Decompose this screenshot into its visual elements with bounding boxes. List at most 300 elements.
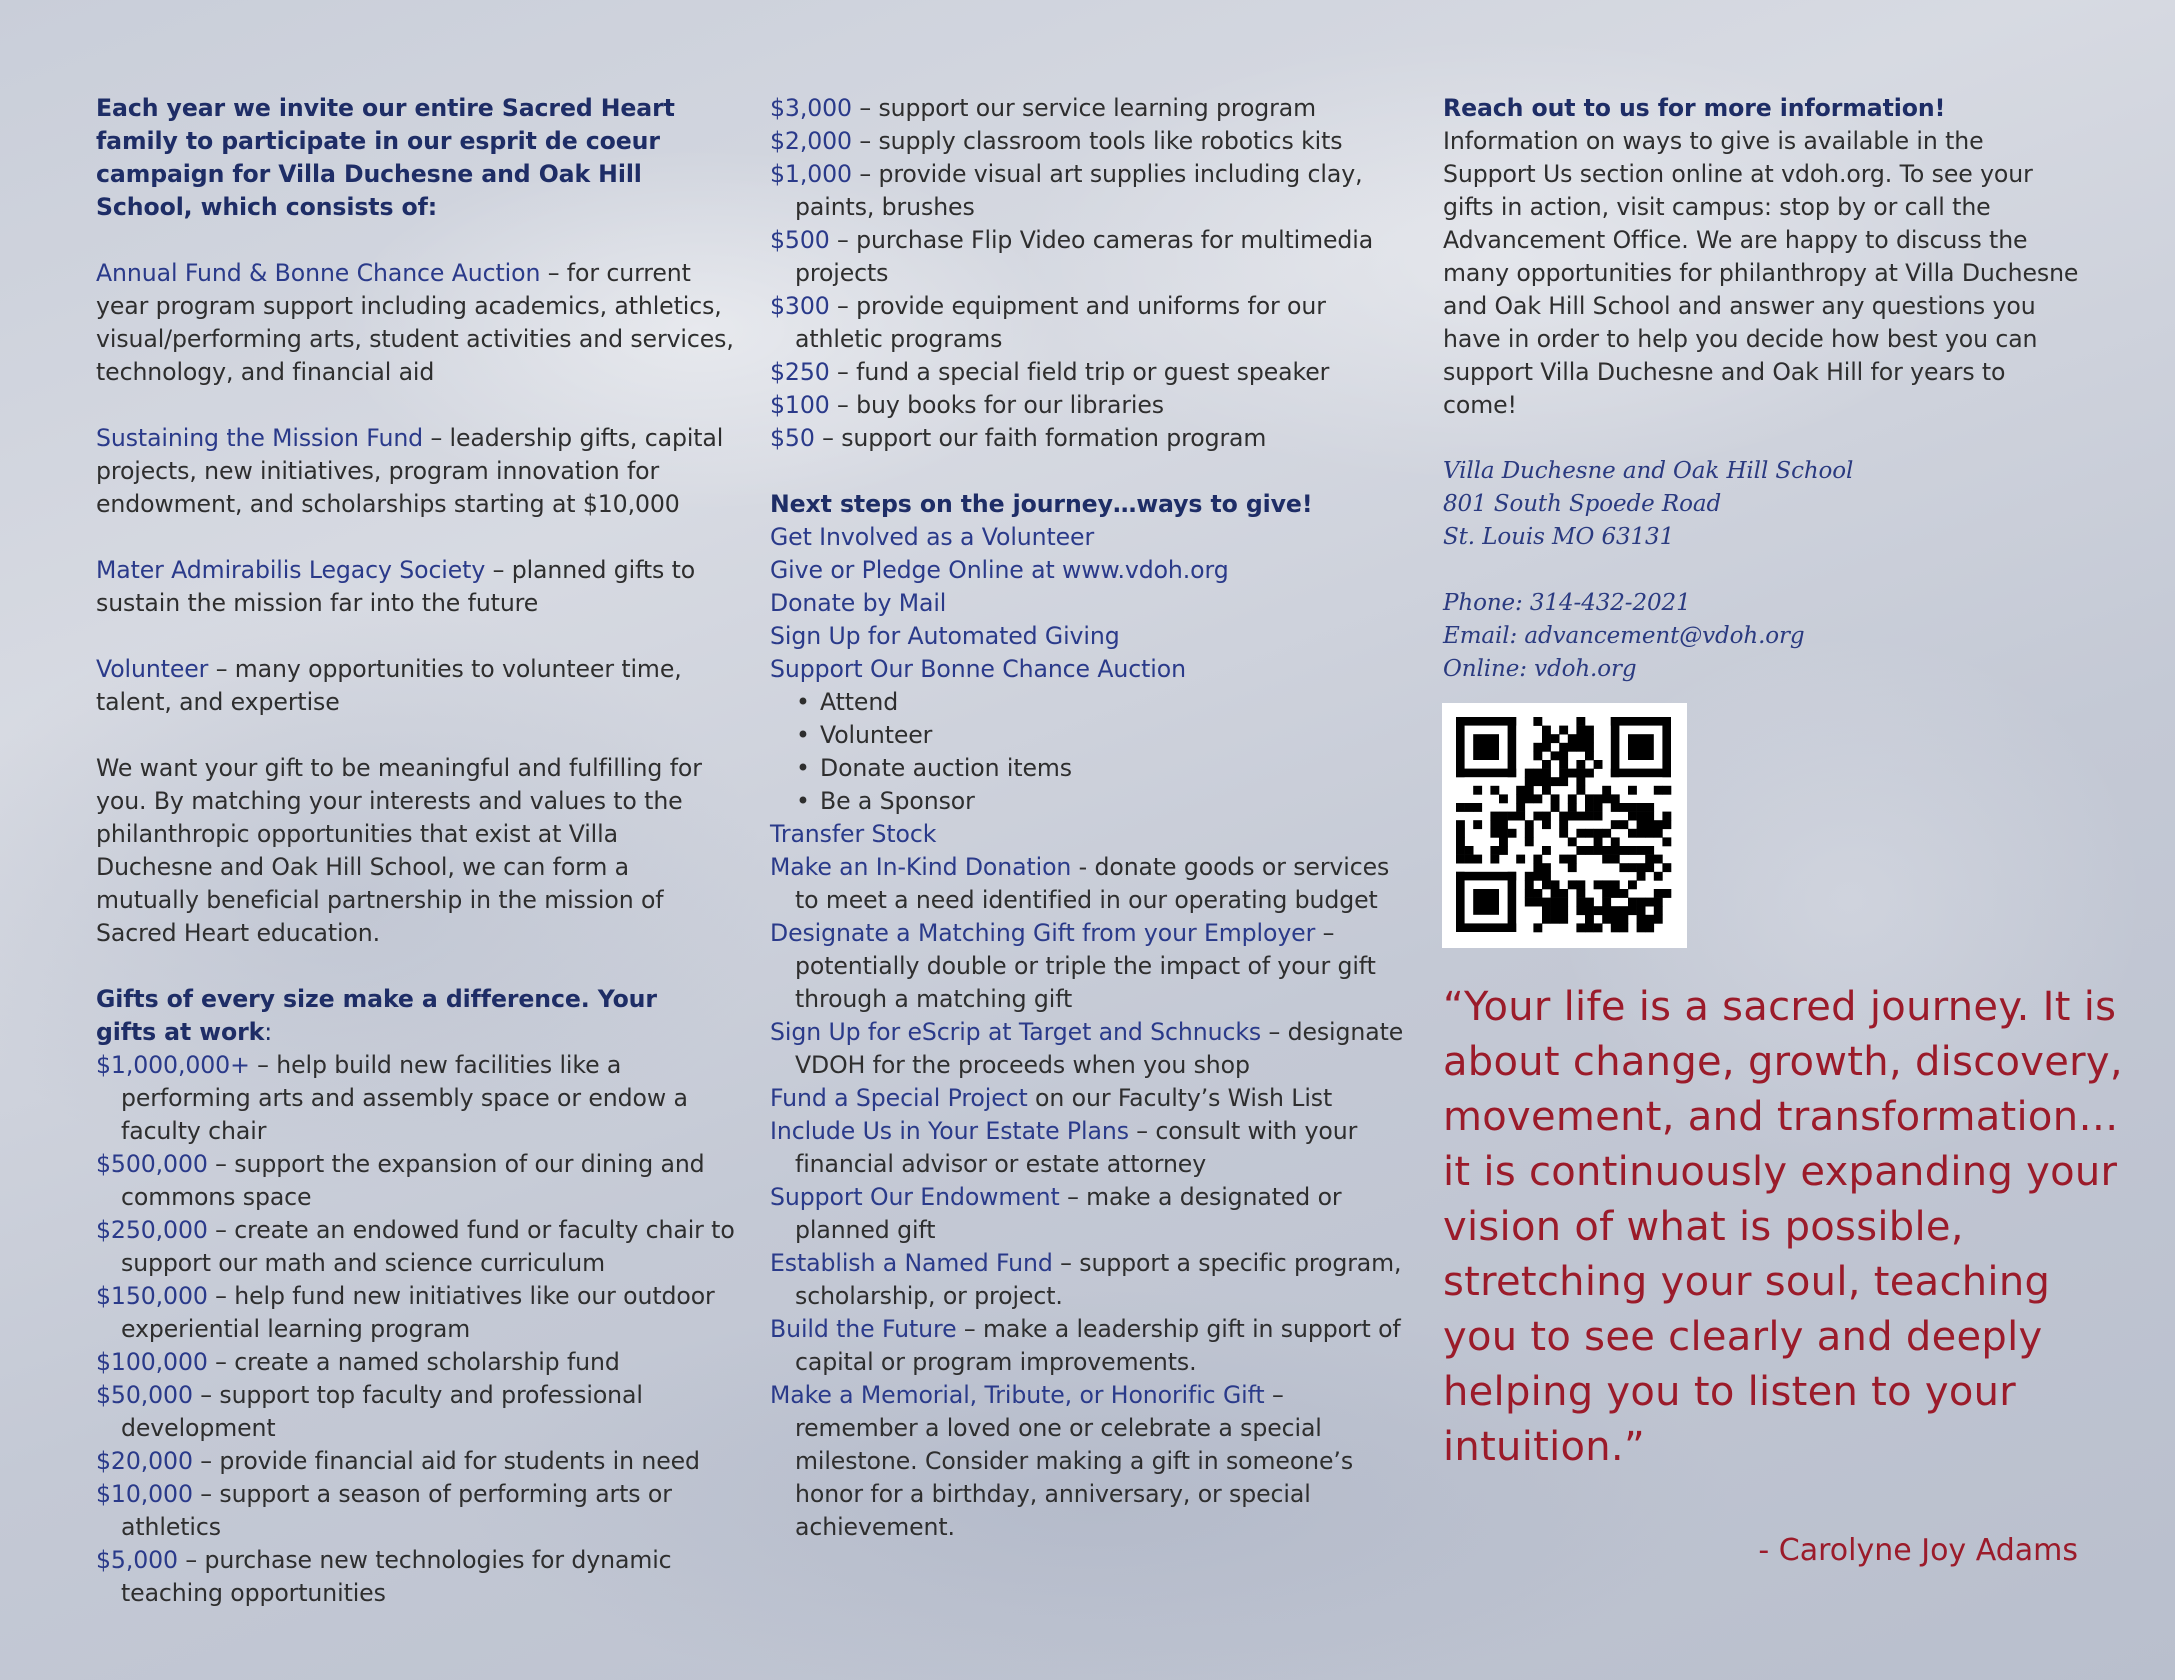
gift-amount: $100 xyxy=(770,391,830,419)
qr-module xyxy=(1525,829,1534,838)
qr-module xyxy=(1533,743,1542,752)
step-automated-giving: Sign Up for Automated Giving xyxy=(770,622,1120,650)
qr-module xyxy=(1628,734,1654,760)
gift-desc: – supply classroom tools like robotics kits xyxy=(851,127,1343,155)
qr-module xyxy=(1542,906,1551,915)
qr-module xyxy=(1662,837,1671,846)
qr-module xyxy=(1654,915,1663,924)
qr-module xyxy=(1645,863,1654,872)
qr-module xyxy=(1662,863,1671,872)
qr-module xyxy=(1602,898,1611,907)
qr-module xyxy=(1559,812,1568,821)
qr-module xyxy=(1533,898,1542,907)
qr-module xyxy=(1654,906,1663,915)
qr-module xyxy=(1594,829,1603,838)
gift-desc: – help fund new initiatives like our outdoor experiential learning program xyxy=(121,1282,715,1343)
right-column xyxy=(1443,92,2083,686)
giving-step xyxy=(770,1181,1410,1247)
qr-code-graphic xyxy=(1442,703,1687,948)
qr-module xyxy=(1576,846,1585,855)
qr-module xyxy=(1628,863,1637,872)
inspirational-quote: “Your life is a sacred journey. It is about change, growth, discovery, movement, and transformation…it is continuously expanding your vision of what is possible, stretching your soul, teaching you to see clearly and deeply helping you to listen to your intuition.” xyxy=(1443,984,2123,1470)
qr-module xyxy=(1594,837,1603,846)
gift-amount: $10,000 xyxy=(96,1480,193,1508)
qr-module xyxy=(1542,760,1551,769)
qr-module xyxy=(1611,803,1620,812)
qr-module xyxy=(1508,829,1517,838)
giving-step xyxy=(770,1247,1410,1313)
qr-module xyxy=(1559,915,1568,924)
qr-module xyxy=(1473,803,1482,812)
qr-module xyxy=(1490,820,1499,829)
qr-module xyxy=(1456,829,1465,838)
qr-module xyxy=(1533,717,1542,726)
qr-module xyxy=(1533,923,1542,932)
qr-module xyxy=(1585,743,1594,752)
step-name: Designate a Matching Gift from your Employer xyxy=(770,919,1316,947)
qr-module xyxy=(1594,880,1603,889)
qr-module xyxy=(1602,889,1611,898)
qr-module xyxy=(1654,889,1663,898)
qr-module xyxy=(1525,769,1534,778)
qr-module xyxy=(1611,820,1620,829)
qr-module xyxy=(1508,872,1517,932)
fund-name: Mater Admirabilis Legacy Society xyxy=(96,556,486,584)
qr-module xyxy=(1473,734,1499,760)
qr-module xyxy=(1525,794,1534,803)
qr-module xyxy=(1645,923,1654,932)
qr-module xyxy=(1559,769,1568,778)
address-line: St. Louis MO 63131 xyxy=(1443,524,1675,550)
qr-module xyxy=(1637,820,1646,829)
step-volunteer: Get Involved as a Volunteer xyxy=(770,523,1095,551)
qr-module xyxy=(1542,898,1551,907)
gift-level xyxy=(96,1280,736,1346)
gift-level xyxy=(770,125,1410,158)
step-name: Include Us in Your Estate Plans xyxy=(770,1117,1129,1145)
qr-module xyxy=(1559,906,1568,915)
step-name: Fund a Special Project xyxy=(770,1084,1028,1112)
qr-module xyxy=(1611,855,1620,864)
contact-heading: Reach out to us for more information! xyxy=(1443,94,1946,122)
qr-module xyxy=(1654,872,1663,881)
qr-module xyxy=(1576,726,1585,735)
step-desc: - donate goods or services to meet a need identified in our operating budget xyxy=(795,853,1390,914)
fund-desc: – leadership gifts, capital projects, new initiatives, program innovation for endowment, and scholarships starting at $10,000 xyxy=(96,424,724,518)
gift-desc: – support a season of performing arts or athletics xyxy=(121,1480,672,1541)
qr-module xyxy=(1628,880,1637,889)
qr-module xyxy=(1516,794,1525,803)
qr-module xyxy=(1628,906,1637,915)
qr-module xyxy=(1551,889,1560,898)
qr-module xyxy=(1619,863,1628,872)
qr-module xyxy=(1585,915,1594,924)
qr-module xyxy=(1551,803,1560,812)
qr-module xyxy=(1611,906,1620,915)
qr-module xyxy=(1662,820,1671,829)
qr-module xyxy=(1559,898,1568,907)
qr-module xyxy=(1611,794,1620,803)
qr-module xyxy=(1602,829,1611,838)
address-line: Villa Duchesne and Oak Hill School xyxy=(1443,458,1854,484)
qr-module xyxy=(1602,915,1611,924)
qr-module xyxy=(1525,898,1534,907)
gift-level xyxy=(770,92,1410,125)
qr-module xyxy=(1542,863,1551,872)
qr-module xyxy=(1585,906,1594,915)
qr-module xyxy=(1637,915,1646,924)
qr-module xyxy=(1611,846,1620,855)
qr-module xyxy=(1516,786,1525,795)
qr-module xyxy=(1585,803,1594,812)
qr-module xyxy=(1568,855,1577,864)
qr-module xyxy=(1499,794,1508,803)
qr-module xyxy=(1594,846,1603,855)
step-desc: – designate VDOH for the proceeds when you shop xyxy=(795,1018,1404,1079)
gift-amount: $1,000 xyxy=(770,160,852,188)
qr-module xyxy=(1662,786,1671,795)
gift-level xyxy=(96,1544,736,1610)
qr-module xyxy=(1525,786,1534,795)
qr-module xyxy=(1576,717,1585,726)
qr-module xyxy=(1637,846,1646,855)
qr-module xyxy=(1525,872,1534,881)
gift-desc: – help build new facilities like a performing arts and assembly space or endow a faculty chair xyxy=(121,1051,688,1145)
gift-amount: $500 xyxy=(770,226,830,254)
qr-module xyxy=(1551,915,1560,924)
fund-name: Sustaining the Mission Fund xyxy=(96,424,424,452)
qr-module xyxy=(1594,794,1603,803)
fund-desc: – for current year program support including academics, athletics, visual/performing arts, student activities and services, technology, and financial aid xyxy=(96,259,734,386)
qr-code[interactable] xyxy=(1442,703,1687,948)
qr-module xyxy=(1542,872,1551,881)
qr-module xyxy=(1645,803,1654,812)
contact-body: Information on ways to give is available in the Support Us section online at vdoh.org. To see your gifts in action, visit campus: stop by or call the Advancement Office. We are happy to discuss the many opportunities for philanthropy at Villa Duchesne and Oak Hill School and answer any questions you have in order to help you decide how best you can support Villa Duchesne and Oak Hill for years to come! xyxy=(1443,127,2079,419)
qr-module xyxy=(1559,777,1568,786)
address-line: 801 South Spoede Road xyxy=(1443,491,1722,517)
qr-module xyxy=(1456,872,1516,881)
gift-desc: – create a named scholarship fund xyxy=(207,1348,620,1376)
qr-module xyxy=(1542,777,1551,786)
middle-column xyxy=(770,92,1410,1544)
giving-step xyxy=(770,851,1410,917)
qr-module xyxy=(1637,872,1646,881)
qr-module xyxy=(1576,769,1585,778)
gift-level xyxy=(770,389,1410,422)
qr-module xyxy=(1619,803,1628,812)
qr-module xyxy=(1542,812,1551,821)
gift-amount: $2,000 xyxy=(770,127,852,155)
qr-module xyxy=(1525,837,1534,846)
qr-module xyxy=(1576,880,1585,889)
qr-module xyxy=(1619,915,1628,924)
qr-module xyxy=(1576,906,1585,915)
gift-amount: $50,000 xyxy=(96,1381,193,1409)
gift-desc: – purchase Flip Video cameras for multimedia projects xyxy=(795,226,1374,287)
qr-module xyxy=(1619,820,1628,829)
qr-module xyxy=(1585,829,1594,838)
qr-module xyxy=(1645,915,1654,924)
qr-module xyxy=(1594,923,1603,932)
gift-amount: $250,000 xyxy=(96,1216,208,1244)
step-name: Make a Memorial, Tribute, or Honorific Gift xyxy=(770,1381,1265,1409)
gift-desc: – buy books for our libraries xyxy=(829,391,1164,419)
qr-module xyxy=(1473,820,1482,829)
qr-module xyxy=(1602,906,1611,915)
qr-module xyxy=(1619,846,1628,855)
qr-module xyxy=(1594,812,1603,821)
next-steps-heading: Next steps on the journey…ways to give! xyxy=(770,490,1313,518)
fund-item xyxy=(96,257,736,389)
step-name: Sign Up for eScrip at Target and Schnucks xyxy=(770,1018,1262,1046)
qr-module xyxy=(1551,751,1560,760)
qr-module xyxy=(1525,889,1534,898)
gift-level xyxy=(96,1148,736,1214)
step-desc: – remember a loved one or celebrate a special milestone. Consider making a gift in someone’s honor for a birthday, anniversary, or special achievement. xyxy=(795,1381,1354,1541)
qr-module xyxy=(1637,906,1646,915)
qr-module xyxy=(1456,717,1516,726)
gift-level xyxy=(96,1214,736,1280)
qr-module xyxy=(1456,803,1465,812)
auction-bullet: • Donate auction items xyxy=(770,752,1410,785)
qr-module xyxy=(1611,837,1620,846)
qr-module xyxy=(1465,846,1474,855)
qr-module xyxy=(1456,769,1516,778)
qr-module xyxy=(1559,829,1568,838)
qr-module xyxy=(1576,812,1585,821)
qr-module xyxy=(1508,812,1517,821)
left-column xyxy=(96,92,736,1610)
qr-module xyxy=(1499,812,1508,821)
giving-step xyxy=(770,1379,1410,1544)
gift-desc: – provide equipment and uniforms for our athletic programs xyxy=(795,292,1326,353)
step-give-online: Give or Pledge Online at www.vdoh.org xyxy=(770,556,1229,584)
step-donate-mail: Donate by Mail xyxy=(770,589,947,617)
qr-module xyxy=(1542,846,1551,855)
qr-module xyxy=(1576,889,1585,898)
qr-module xyxy=(1662,717,1671,777)
gift-amount: $300 xyxy=(770,292,830,320)
step-name: Establish a Named Fund xyxy=(770,1249,1053,1277)
qr-module xyxy=(1654,855,1663,864)
qr-module xyxy=(1568,769,1577,778)
qr-module xyxy=(1576,777,1585,786)
qr-module xyxy=(1628,898,1637,907)
qr-module xyxy=(1611,717,1620,777)
qr-module xyxy=(1542,769,1551,778)
qr-module xyxy=(1490,786,1499,795)
auction-bullet: • Be a Sponsor xyxy=(770,785,1410,818)
giving-step xyxy=(770,1115,1410,1181)
qr-module xyxy=(1628,803,1637,812)
step-desc: – support a specific program, scholarship, or project. xyxy=(795,1249,1402,1310)
qr-module xyxy=(1662,812,1671,821)
fund-item xyxy=(96,554,736,620)
gift-amount: $1,000,000+ xyxy=(96,1051,250,1079)
qr-module xyxy=(1533,889,1542,898)
qr-module xyxy=(1619,889,1628,898)
fund-name: Annual Fund & Bonne Chance Auction xyxy=(96,259,541,287)
qr-module xyxy=(1568,837,1577,846)
qr-module xyxy=(1637,898,1646,907)
qr-module xyxy=(1465,855,1474,864)
qr-module xyxy=(1628,812,1637,821)
qr-module xyxy=(1602,794,1611,803)
qr-module xyxy=(1611,717,1671,726)
step-desc: – consult with your financial advisor or estate attorney xyxy=(795,1117,1358,1178)
gift-amount: $250 xyxy=(770,358,830,386)
step-desc: on our Faculty’s Wish List xyxy=(1027,1084,1333,1112)
qr-module xyxy=(1542,743,1551,752)
qr-module xyxy=(1551,777,1560,786)
qr-module xyxy=(1490,829,1499,838)
qr-module xyxy=(1559,751,1568,760)
campaign-intro: Each year we invite our entire Sacred Heart family to participate in our esprit de coeur campaign for Villa Duchesne and Oak Hill School, which consists of: xyxy=(96,94,675,221)
qr-module xyxy=(1456,837,1465,846)
qr-module xyxy=(1559,855,1568,864)
qr-module xyxy=(1585,751,1594,760)
qr-module xyxy=(1611,889,1620,898)
qr-module xyxy=(1602,846,1611,855)
qr-module xyxy=(1533,872,1542,881)
gift-desc: – fund a special field trip or guest speaker xyxy=(829,358,1330,386)
step-desc: – make a designated or planned gift xyxy=(795,1183,1342,1244)
qr-module xyxy=(1516,803,1525,812)
qr-module xyxy=(1611,923,1620,932)
qr-module xyxy=(1533,777,1542,786)
qr-module xyxy=(1551,880,1560,889)
qr-module xyxy=(1490,846,1499,855)
qr-module xyxy=(1508,717,1517,777)
fund-item xyxy=(96,653,736,719)
qr-module xyxy=(1619,906,1628,915)
gift-desc: – provide financial aid for students in need xyxy=(192,1447,700,1475)
qr-module xyxy=(1568,743,1577,752)
qr-module xyxy=(1576,829,1585,838)
qr-module xyxy=(1637,803,1646,812)
gift-level xyxy=(770,290,1410,356)
gift-desc: – support the expansion of our dining and commons space xyxy=(121,1150,705,1211)
giving-step xyxy=(770,917,1410,1016)
qr-module xyxy=(1645,812,1654,821)
qr-module xyxy=(1456,855,1465,864)
gift-level xyxy=(96,1379,736,1445)
qr-module xyxy=(1542,726,1551,735)
gift-desc: – support our faith formation program xyxy=(814,424,1267,452)
gifts-heading-text: Gifts of every size make a difference. Your gifts at work xyxy=(96,985,657,1046)
qr-module xyxy=(1585,726,1594,735)
step-desc: – make a leadership gift in support of capital or program improvements. xyxy=(795,1315,1401,1376)
step-name: Make an In-Kind Donation xyxy=(770,853,1072,881)
quote-attribution: - Carolyne Joy Adams xyxy=(1758,1533,2078,1568)
qr-module xyxy=(1533,751,1542,760)
fund-name: Volunteer xyxy=(96,655,209,683)
qr-module xyxy=(1576,786,1585,795)
qr-module xyxy=(1637,829,1646,838)
qr-module xyxy=(1525,820,1534,829)
website-line: Online: vdoh.org xyxy=(1443,656,1637,682)
qr-module xyxy=(1456,846,1465,855)
qr-module xyxy=(1585,898,1594,907)
step-name: Support Our Endowment xyxy=(770,1183,1060,1211)
qr-module xyxy=(1585,923,1594,932)
qr-module xyxy=(1594,906,1603,915)
qr-module xyxy=(1619,923,1628,932)
qr-module xyxy=(1542,820,1551,829)
qr-module xyxy=(1602,786,1611,795)
qr-module xyxy=(1551,794,1560,803)
qr-module xyxy=(1542,915,1551,924)
qr-module xyxy=(1551,906,1560,915)
qr-module xyxy=(1490,812,1499,821)
qr-module xyxy=(1585,734,1594,743)
qr-module xyxy=(1594,760,1603,769)
qr-module xyxy=(1533,863,1542,872)
gifts-heading-colon: : xyxy=(264,1018,273,1046)
qr-module xyxy=(1576,923,1585,932)
gift-level xyxy=(770,422,1410,455)
qr-module xyxy=(1594,803,1603,812)
fund-item xyxy=(96,422,736,521)
gift-desc: – provide visual art supplies including clay, paints, brushes xyxy=(795,160,1363,221)
qr-module xyxy=(1645,820,1654,829)
gift-level xyxy=(770,158,1410,224)
qr-module xyxy=(1628,786,1637,795)
gift-desc: – support top faculty and professional development xyxy=(121,1381,643,1442)
qr-module xyxy=(1611,915,1620,924)
qr-module xyxy=(1499,829,1508,838)
step-auction: Support Our Bonne Chance Auction xyxy=(770,655,1186,683)
qr-module xyxy=(1602,855,1611,864)
gift-amount: $100,000 xyxy=(96,1348,208,1376)
fund-desc: – many opportunities to volunteer time, talent, and expertise xyxy=(96,655,682,716)
gifts-heading xyxy=(96,983,696,1049)
qr-module xyxy=(1456,717,1465,777)
qr-module xyxy=(1499,820,1508,829)
qr-module xyxy=(1637,812,1646,821)
qr-module xyxy=(1559,889,1568,898)
qr-module xyxy=(1533,794,1542,803)
qr-module xyxy=(1585,794,1594,803)
qr-module xyxy=(1525,777,1534,786)
qr-module xyxy=(1654,820,1663,829)
qr-module xyxy=(1628,846,1637,855)
gift-amount: $50 xyxy=(770,424,815,452)
qr-module xyxy=(1456,923,1516,932)
gift-level xyxy=(96,1478,736,1544)
qr-module xyxy=(1465,803,1474,812)
qr-module xyxy=(1499,837,1508,846)
qr-module xyxy=(1559,760,1568,769)
qr-module xyxy=(1551,898,1560,907)
meaningful-gift-paragraph: We want your gift to be meaningful and fulfilling for you. By matching your interests and values to the philanthropic opportunities that exist at Villa Duchesne and Oak Hill School, we can form a mutually beneficial partnership in the mission of Sacred Heart education. xyxy=(96,754,702,947)
gift-desc: – create an endowed fund or faculty chair to support our math and science curriculum xyxy=(121,1216,735,1277)
gift-level xyxy=(96,1445,736,1478)
qr-module xyxy=(1654,898,1663,907)
gift-amount: $3,000 xyxy=(770,94,852,122)
auction-bullet: • Attend xyxy=(770,686,1410,719)
qr-module xyxy=(1473,889,1499,915)
qr-module xyxy=(1533,855,1542,864)
qr-module xyxy=(1559,743,1568,752)
qr-module xyxy=(1473,786,1482,795)
qr-module xyxy=(1568,812,1577,821)
qr-module xyxy=(1576,760,1585,769)
qr-module xyxy=(1576,743,1585,752)
fund-desc: – planned gifts to sustain the mission far into the future xyxy=(96,556,696,617)
qr-module xyxy=(1490,855,1499,864)
gift-amount: $20,000 xyxy=(96,1447,193,1475)
